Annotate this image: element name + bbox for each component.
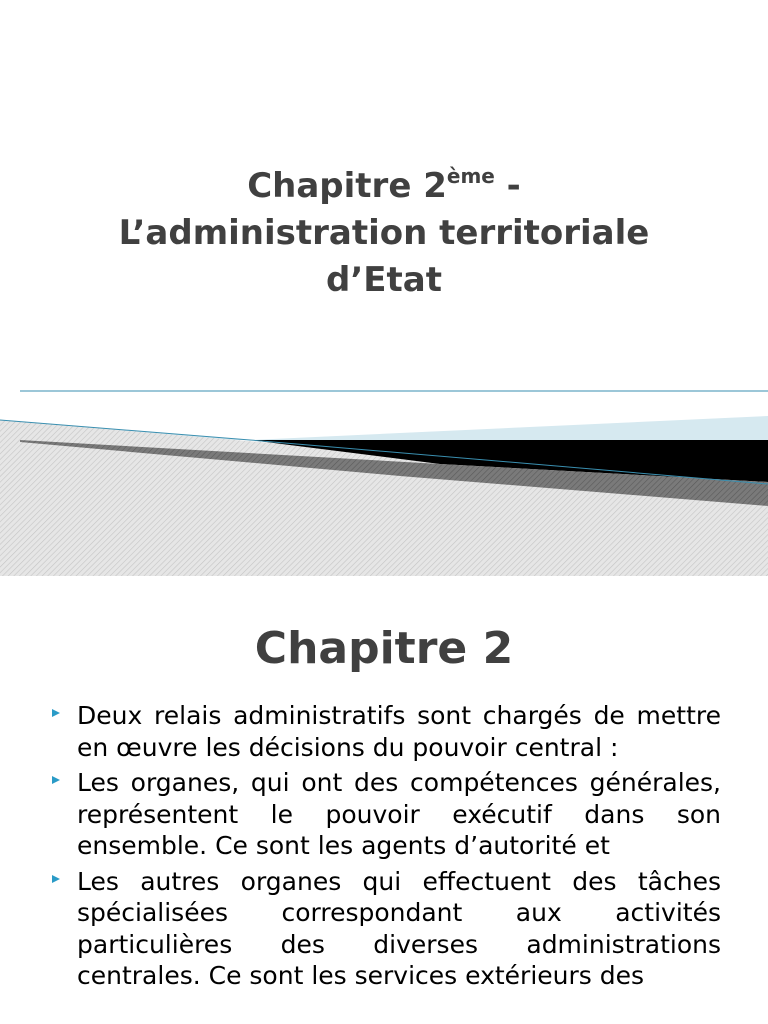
content-slide: [0, 576, 768, 1024]
bullet-text: Deux relais administratifs sont chargés de mettre en œuvre les décisions du pouvoir central :: [77, 701, 721, 762]
list-item: [0, 767, 768, 862]
triangle-bullet-icon: [52, 875, 60, 883]
list-item: [0, 700, 768, 763]
slide-title: [0, 163, 768, 304]
list-item: [0, 866, 768, 992]
title-line-3: d’Etat: [326, 260, 442, 300]
title-superscript: ème: [446, 164, 495, 188]
bullet-text: Les autres organes qui effectuent des tâches spécialisées correspondant aux activités particulières des diverses administrations centrales. Ce sont les services extérieurs des: [77, 866, 721, 990]
slide-title: Chapitre 2: [254, 623, 514, 674]
title-line-2: L’administration territoriale: [118, 213, 650, 253]
title-dash: -: [494, 166, 521, 206]
bullet-text: Les organes, qui ont des compétences générales, représentent le pouvoir exécutif dans son ensemble. Ce sont les agents d’autorité et: [77, 768, 721, 860]
triangle-bullet-icon: [52, 776, 60, 784]
bullet-list: [0, 700, 768, 996]
triangle-bullet-icon: [52, 709, 60, 717]
title-text: Chapitre 2: [247, 166, 447, 206]
decorative-wave-banner: [0, 380, 768, 576]
